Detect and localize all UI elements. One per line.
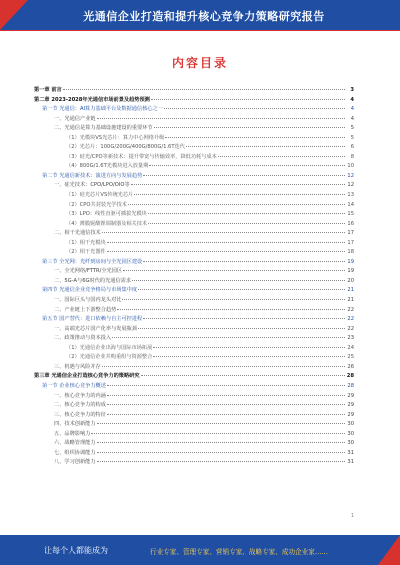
toc-entry-page: 30	[347, 440, 354, 447]
toc-entry-title: 第四节 光通信企业竞争格局与市场集中度	[42, 287, 138, 294]
toc-entry-page: 25	[347, 354, 354, 361]
footer-slogan: 让每个人都能成为	[44, 546, 108, 555]
toc-entry[interactable]	[34, 172, 354, 182]
toc-entry[interactable]	[34, 382, 354, 392]
toc-entry-title: （3）硅光/CPO等新技术：提升带宽与传输效率，降低功耗与成本	[66, 153, 217, 160]
toc-leader-dots	[165, 136, 345, 138]
toc-entry-title: 第一章 前言	[34, 87, 62, 93]
toc-heading: 内容目录	[171, 56, 228, 70]
toc-entry-title: （1）光模块VS光芯片：算力中心网络升级	[66, 134, 165, 141]
toc-leader-dots	[112, 336, 345, 338]
toc-entry[interactable]	[34, 430, 354, 440]
toc-entry-page: 14	[347, 201, 354, 208]
toc-leader-dots	[107, 413, 345, 415]
toc-entry-page: 17	[347, 230, 354, 237]
table-of-contents	[34, 86, 354, 468]
toc-entry-title: 第一节 光通信：AI算力基础平台及数据通信核心之一	[42, 106, 163, 113]
toc-entry-title: 二、光通信是算力基础设施建设的重要环节	[54, 125, 153, 132]
toc-entry-title: （1）相干光模块	[66, 239, 106, 246]
toc-entry-page: 13	[347, 192, 354, 199]
toc-entry-title: （4）800G/1.6T光模块进入放量期	[66, 163, 149, 170]
toc-entry[interactable]	[34, 325, 354, 335]
toc-entry-page: 17	[347, 239, 354, 246]
toc-entry-page: 19	[347, 268, 354, 275]
toc-leader-dots	[149, 164, 345, 166]
toc-entry-title: 第三节 全光网：光纤到房间与全光园区建设	[42, 258, 143, 265]
toc-leader-dots	[153, 355, 345, 357]
toc-entry-page: 22	[347, 325, 354, 332]
toc-entry-title: 第一节 企业核心竞争力概述	[42, 382, 106, 389]
toc-entry[interactable]	[34, 248, 354, 258]
toc-leader-dots	[148, 222, 345, 224]
toc-entry-title: 八、学习创新能力	[54, 459, 96, 466]
toc-entry-title: 二、5G-A与6G时代的光通信需求	[54, 277, 132, 284]
toc-entry-page: 4	[350, 115, 354, 122]
toc-leader-dots	[186, 145, 345, 147]
toc-leader-dots	[97, 117, 345, 119]
toc-entry-page: 4	[350, 96, 354, 103]
toc-entry[interactable]	[34, 105, 354, 115]
toc-entry[interactable]	[34, 401, 354, 411]
toc-leader-dots	[143, 174, 345, 176]
toc-entry-page: 3	[350, 87, 354, 93]
toc-entry[interactable]	[34, 239, 354, 249]
toc-leader-dots	[97, 451, 345, 453]
toc-entry[interactable]	[34, 277, 354, 287]
toc-entry-title: 七、组织协调能力	[54, 449, 96, 456]
toc-leader-dots	[97, 422, 345, 424]
toc-leader-dots	[122, 298, 345, 300]
toc-entry[interactable]	[34, 411, 354, 421]
toc-entry-title: 二、相干光通信技术	[54, 230, 101, 237]
toc-entry-title: 一、高端光芯片国产化率与发展瓶颈	[54, 325, 138, 332]
toc-entry-title: 五、品牌影响力	[54, 430, 91, 437]
toc-leader-dots	[117, 308, 345, 310]
toc-leader-dots	[132, 279, 345, 281]
toc-entry-page: 4	[350, 106, 354, 113]
toc-entry-page: 23	[347, 335, 354, 342]
toc-entry-title: 一、国际巨头与国内龙头对比	[54, 297, 122, 304]
toc-entry[interactable]	[34, 267, 354, 277]
toc-entry[interactable]	[34, 353, 354, 363]
toc-entry[interactable]	[34, 191, 354, 201]
toc-leader-dots	[91, 432, 345, 434]
toc-entry-title: （2）光通信企业并购重组与资源整合	[66, 354, 153, 361]
toc-entry-page: 12	[347, 172, 354, 179]
toc-entry-title: 四、技术创新能力	[54, 421, 96, 428]
toc-entry-page: 28	[346, 373, 354, 380]
toc-entry[interactable]	[34, 344, 354, 354]
toc-entry-title: （2）光芯片：100G/200G/400G/800G/1.6T迭代	[66, 144, 185, 151]
footer-tagline: 行业专家、管理专家、营销专家、战略专家、成功企业家……	[150, 548, 329, 556]
toc-entry-page: 29	[347, 402, 354, 409]
toc-leader-dots	[164, 107, 345, 109]
toc-entry-title: 第五节 国产替代：进口依赖与自主可控进程	[42, 316, 143, 323]
toc-entry-page: 28	[347, 382, 354, 389]
toc-entry[interactable]	[34, 458, 354, 468]
toc-entry-title: 二、产业链上下游整合趋势	[54, 306, 117, 313]
toc-entry-title: （2）相干光器件	[66, 249, 106, 256]
toc-entry[interactable]	[34, 153, 354, 163]
footer-accent-shape	[378, 535, 400, 565]
toc-entry[interactable]	[34, 201, 354, 211]
toc-entry-title: 第二章 2023-2028年光通信市场前景及趋势预测	[34, 96, 150, 103]
toc-entry-title: （3）LPO：线性直驱可插拔光模块	[66, 211, 147, 218]
toc-entry[interactable]	[34, 124, 354, 134]
page-number: 1	[350, 513, 354, 519]
toc-entry-title: （4）薄膜铌酸锂调制器及相关技术	[66, 220, 148, 227]
toc-entry[interactable]	[34, 96, 354, 106]
toc-entry-page: 12	[347, 182, 354, 189]
toc-leader-dots	[153, 346, 345, 348]
toc-leader-dots	[143, 260, 345, 262]
toc-entry[interactable]	[34, 296, 354, 306]
toc-leader-dots	[138, 288, 345, 290]
toc-leader-dots	[102, 231, 345, 233]
toc-entry[interactable]	[34, 210, 354, 220]
toc-entry[interactable]	[34, 143, 354, 153]
toc-leader-dots	[128, 203, 345, 205]
toc-leader-dots	[97, 441, 345, 443]
toc-entry[interactable]	[34, 306, 354, 316]
toc-entry-page: 20	[347, 277, 354, 284]
toc-entry-page: 31	[347, 459, 354, 466]
toc-entry[interactable]	[34, 372, 354, 382]
toc-entry-title: 三、机遇与风险并存	[54, 363, 101, 370]
toc-entry[interactable]	[34, 258, 354, 268]
toc-entry-title: 一、硅光技术：CPO/LPO/OIO等	[54, 182, 130, 189]
toc-leader-dots	[97, 460, 345, 462]
toc-leader-dots	[138, 327, 345, 329]
toc-leader-dots	[154, 126, 345, 128]
toc-entry-page: 8	[350, 153, 354, 160]
toc-entry-title: 三、核心竞争力的特征	[54, 411, 106, 418]
toc-entry-page: 22	[347, 306, 354, 313]
toc-entry[interactable]	[34, 315, 354, 325]
toc-entry-title: （1）光通信企业出海与国际市场拓展	[66, 344, 153, 351]
toc-entry-page: 24	[347, 344, 354, 351]
toc-leader-dots	[148, 212, 345, 214]
toc-entry-page: 10	[347, 163, 354, 170]
toc-entry-page: 21	[347, 297, 354, 304]
toc-leader-dots	[123, 269, 345, 271]
toc-entry-page: 26	[347, 363, 354, 370]
toc-leader-dots	[218, 155, 345, 157]
report-title: 光通信企业打造和提升核心竞争力策略研究报告	[83, 10, 325, 23]
toc-entry[interactable]	[34, 220, 354, 230]
toc-entry-title: 二、核心竞争力的构成	[54, 402, 106, 409]
toc-entry-page: 5	[350, 134, 354, 141]
toc-entry[interactable]	[34, 439, 354, 449]
toc-entry-page: 22	[347, 316, 354, 323]
toc-leader-dots	[107, 241, 345, 243]
toc-entry[interactable]	[34, 363, 354, 373]
toc-entry-page: 16	[347, 220, 354, 227]
toc-entry-page: 18	[347, 249, 354, 256]
toc-leader-dots	[143, 317, 345, 319]
toc-entry-page: 5	[350, 125, 354, 132]
toc-entry[interactable]	[34, 392, 354, 402]
toc-leader-dots	[107, 394, 345, 396]
toc-entry[interactable]	[34, 115, 354, 125]
toc-leader-dots	[107, 403, 345, 405]
toc-entry[interactable]	[34, 334, 354, 344]
toc-entry-page: 21	[347, 287, 354, 294]
toc-entry-page: 30	[347, 430, 354, 437]
toc-entry-title: （1）硅光芯片VS传统光芯片	[66, 192, 134, 199]
toc-entry-page: 29	[347, 411, 354, 418]
toc-entry-title: 一、全光网络/FTTR/全光园区	[54, 268, 123, 275]
toc-leader-dots	[141, 374, 345, 376]
toc-entry-page: 6	[350, 144, 354, 151]
toc-entry-title: 二、政策推动与资本投入	[54, 335, 112, 342]
toc-entry[interactable]	[34, 86, 354, 96]
toc-leader-dots	[151, 98, 345, 100]
toc-entry-title: （2）CPO共封装光学技术	[66, 201, 127, 208]
toc-entry-page: 19	[347, 258, 354, 265]
toc-entry-page: 29	[347, 392, 354, 399]
header-divider	[0, 30, 400, 31]
toc-entry-page: 30	[347, 421, 354, 428]
toc-entry-title: 六、战略管理能力	[54, 440, 96, 447]
toc-entry[interactable]	[34, 449, 354, 459]
toc-entry-title: 一、核心竞争力的内涵	[54, 392, 106, 399]
toc-entry-page: 31	[347, 449, 354, 456]
toc-leader-dots	[107, 250, 345, 252]
toc-entry-title: 第三章 光通信企业打造核心竞争力的策略研究	[34, 373, 140, 380]
toc-entry-page: 15	[347, 211, 354, 218]
toc-entry-title: 第二节 光通信新技术：演进方向与发展趋势	[42, 172, 143, 179]
toc-leader-dots	[134, 193, 345, 195]
toc-entry[interactable]	[34, 162, 354, 172]
toc-entry[interactable]	[34, 286, 354, 296]
toc-leader-dots	[107, 384, 345, 386]
toc-entry[interactable]	[34, 229, 354, 239]
header-accent-shape	[0, 0, 28, 30]
toc-leader-dots	[63, 88, 345, 90]
toc-leader-dots	[131, 183, 345, 185]
toc-entry[interactable]	[34, 181, 354, 191]
toc-entry-title: 一、光通信产业链	[54, 115, 96, 122]
toc-leader-dots	[102, 365, 345, 367]
toc-entry[interactable]	[34, 420, 354, 430]
toc-entry[interactable]	[34, 134, 354, 144]
